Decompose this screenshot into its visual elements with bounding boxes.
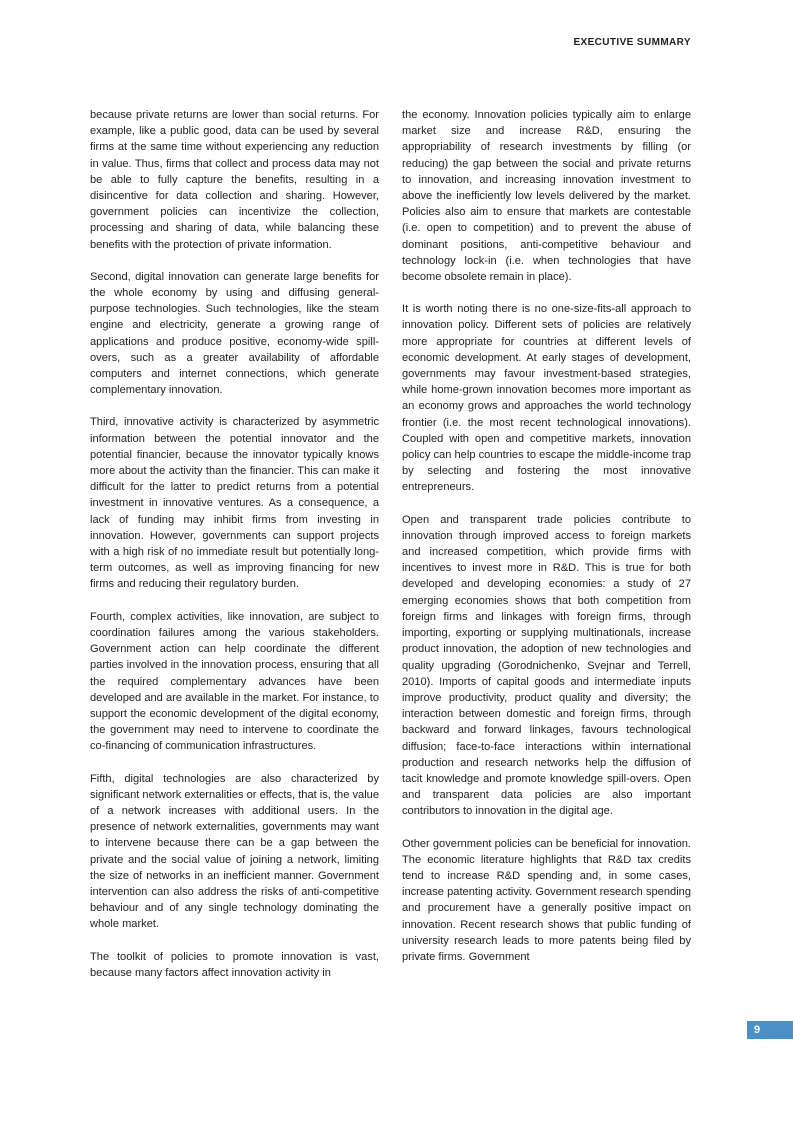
paragraph: Other government policies can be beneficial for innovation. The economic literature highlights that R&D tax credits tend to increase R&D spending and, in some cases, increase patenting activity. Government research spending and procurement have a generally positive impact on innovation. Recent research shows that public funding of university research leads to more patents being filed by private firms. Government	[402, 837, 691, 963]
paragraph: because private returns are lower than social returns. For example, like a public good, data can be used by several firms at the same time without experiencing any reduction in value. Thus, firms that collect and process data may not be able to fully capture the benefits, resulting in a disincentive for data collection and sharing. However, government policies can incentivize the collection, processing and sharing of data, while balancing these benefits with the protection of private information.	[90, 109, 379, 251]
paragraph: Fourth, complex activities, like innovation, are subject to coordination failures among the various stakeholders. Government action can help coordinate the different parties involved in the innovation process, ensuring that all the required complementary advances have been developed and are available in the market. For instance, to support the economic development of the digital economy, the government may need to intervene to coordinate the co-financing of communication infrastructures.	[90, 610, 379, 753]
paragraph: Second, digital innovation can generate large benefits for the whole economy by using and diffusing general-purpose technologies. Such technologies, like the steam engine and electricity, generate a growing range of applications and produce positive, economy-wide spill-overs, such as a greater availability of affordable computers and internet connections, which generate complementary innovation.	[90, 270, 379, 397]
section-header: EXECUTIVE SUMMARY	[573, 37, 691, 48]
page-number-badge: 9	[747, 1021, 793, 1039]
paragraph: Open and transparent trade policies contribute to innovation through improved access to foreign markets and increased competition, which provide firms with incentives to invest more in R&D. This is true for both developed and developing economies: a study of 27 emerging economies shows that both competition from foreign firms and linkages with foreign firms, through importing, exporting or supplying multinationals, increase product innovation, the adoption of new technologies and quality upgrading (Gorodnichenko, Svejnar and Terrell, 2010). Imports of capital goods and intermediate inputs improve productivity, product quality and diversity; the interaction between domestic and foreign firms, through backward and forward linkages, favours technological diffusion; face-to-face interactions within international production and research networks help the diffusion of tacit knowledge and promote knowledge spill-overs. Open and transparent data policies are also important contributors to innovation in the digital age.	[402, 513, 691, 818]
paragraph: It is worth noting there is no one-size-fits-all approach to innovation policy. Different sets of policies are relatively more appropriate for countries at different levels of economic development. At early stages of development, governments may favour investment-based strategies, while home-grown innovation becomes more important as an economy grows and approaches the world technology frontier (i.e. the most recent technological innovations). Coupled with open and competitive markets, innovation policy can help countries to escape the middle-income trap by selecting and fostering the most innovative entrepreneurs.	[402, 303, 691, 494]
paragraph: Third, innovative activity is characterized by asymmetric information between the potential innovator and the potential financier, because the innovator typically knows more about the activity than the financier. This can make it difficult for the latter to predict returns from a potential investment in innovative ventures. As a consequence, a lack of funding may inhibit firms from investing in innovation. However, governments can support projects with a high risk of no immediate result but potentially long-term outcomes, as well as improving financing for new firms and reducing their regulatory burden.	[90, 416, 379, 591]
right-column	[402, 107, 691, 981]
left-column	[90, 107, 379, 997]
paragraph: the economy. Innovation policies typically aim to enlarge market size and increase R&D, ensuring the appropriability of research investments by filling (or reducing) the gap between the social and private returns to innovation, and increasing innovation investment to above the inefficiently low levels delivered by the market. Policies also aim to ensure that markets are contestable (i.e. open to competition) and to prevent the abuse of dominant positions, anti-competitive behaviour and technology lock-in (i.e. when technologies that have become obsolete remain in place).	[402, 109, 691, 284]
paragraph: The toolkit of policies to promote innovation is vast, because many factors affect innovation activity in	[90, 950, 379, 979]
paragraph: Fifth, digital technologies are also characterized by significant network externalities or effects, that is, the value of a network increases with additional users. In the presence of network externalities, governments may want to intervene because there can be a gap between the private and the social value of joining a network, limiting the size of networks in an inefficient manner. Government intervention can also address the risks of anti-competitive behaviour and of any single technology dominating the whole market.	[90, 772, 379, 931]
